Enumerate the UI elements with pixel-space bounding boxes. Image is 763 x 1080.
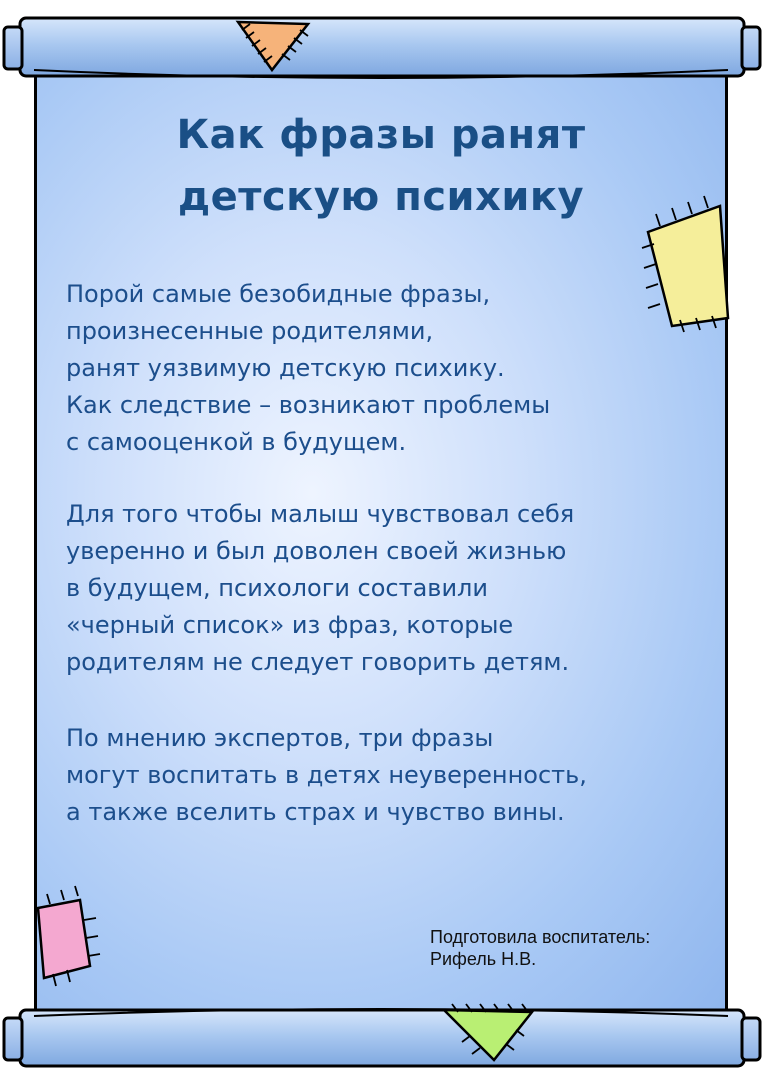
text-line: родителям не следует говорить детям. [66,648,570,676]
text-line: «черный список» из фраз, которые [66,611,514,639]
text-line: По мнению экспертов, три фразы [66,724,494,752]
text-line: Порой самые безобидные фразы, [66,280,491,308]
author-role: Подготовила воспитатель: [430,927,651,947]
intro-paragraph [66,276,706,461]
scroll-roll-bottom-icon [4,1009,760,1066]
text-line: произнесенные родителями, [66,317,434,345]
patch-orange-icon [238,22,308,70]
text-line: с самооценкой в будущем. [66,428,407,456]
text-line: а также вселить страх и чувство вины. [66,798,565,826]
author-credit [430,926,730,970]
blacklist-paragraph [66,496,706,681]
experts-paragraph [66,720,706,831]
text-line: могут воспитать в детях неуверенность, [66,761,587,789]
text-line: уверенно и был доволен своей жизнью [66,537,567,565]
text-line: Для того чтобы малыш чувствовал себя [66,500,575,528]
author-name: Рифель Н.В. [430,949,537,969]
title-line: Как фразы ранят [176,112,586,158]
text-line: ранят уязвимую детскую психику. [66,354,505,382]
text-line: Как следствие – возникают проблемы [66,391,551,419]
title-line: детскую психику [177,174,585,220]
text-line: в будущем, психологи составили [66,574,488,602]
page-title [34,104,728,228]
